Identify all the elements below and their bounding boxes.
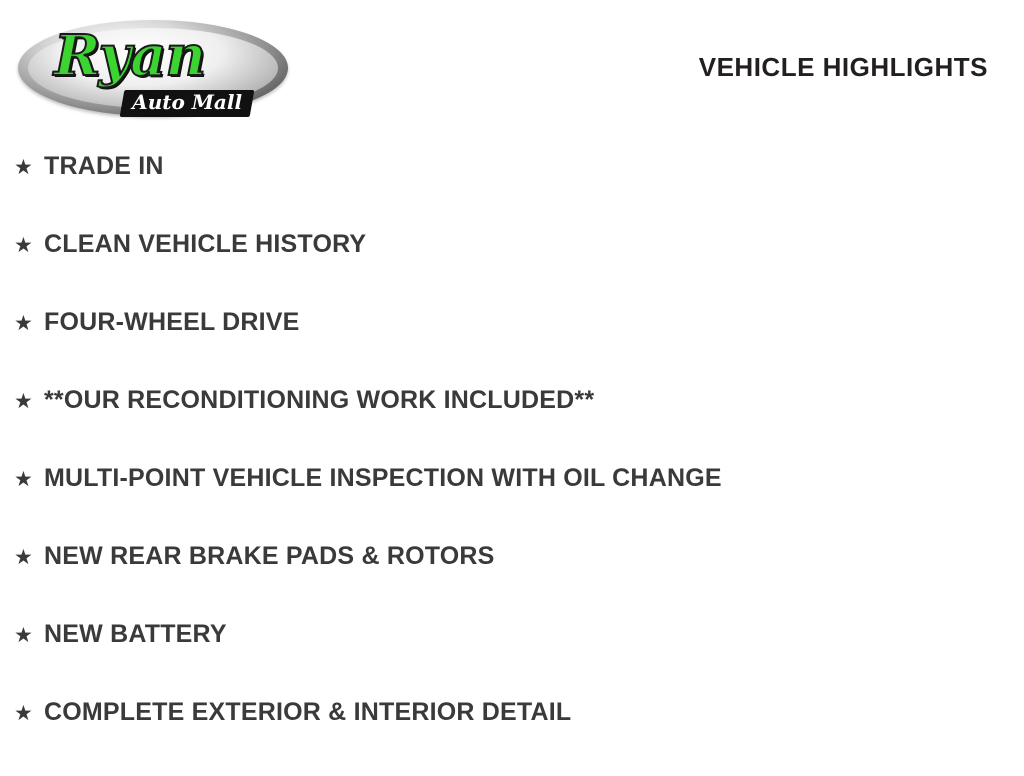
- list-item-label: NEW REAR BRAKE PADS & ROTORS: [44, 542, 495, 570]
- list-item-label: CLEAN VEHICLE HISTORY: [44, 230, 367, 258]
- list-item: [0, 620, 1024, 698]
- highlights-list: [0, 152, 1024, 776]
- ryan-auto-mall-logo: [18, 12, 288, 124]
- page-header: [0, 0, 1024, 130]
- list-item: [0, 308, 1024, 386]
- list-item: [0, 152, 1024, 230]
- list-item-label: TRADE IN: [44, 152, 164, 180]
- star-icon: ★: [14, 702, 33, 725]
- logo-sub-text: Auto Mall: [132, 90, 243, 114]
- page-title: VEHICLE HIGHLIGHTS: [698, 52, 988, 82]
- star-icon: ★: [14, 624, 33, 647]
- star-icon: ★: [14, 312, 33, 335]
- list-item-label: MULTI-POINT VEHICLE INSPECTION WITH OIL CHANGE: [44, 464, 722, 492]
- list-item: [0, 386, 1024, 464]
- star-icon: ★: [14, 234, 33, 257]
- star-icon: ★: [14, 546, 33, 569]
- list-item: [0, 542, 1024, 620]
- list-item-label: COMPLETE EXTERIOR & INTERIOR DETAIL: [44, 698, 572, 726]
- list-item: [0, 698, 1024, 776]
- list-item: [0, 230, 1024, 308]
- star-icon: ★: [14, 390, 33, 413]
- star-icon: ★: [14, 468, 33, 491]
- list-item-label: **OUR RECONDITIONING WORK INCLUDED**: [44, 386, 595, 414]
- logo-sub-banner: [120, 90, 255, 117]
- list-item-label: NEW BATTERY: [44, 620, 227, 648]
- list-item: [0, 464, 1024, 542]
- star-icon: ★: [14, 156, 33, 179]
- list-item-label: FOUR-WHEEL DRIVE: [44, 308, 300, 336]
- logo-brand-text: Ryan: [54, 23, 206, 89]
